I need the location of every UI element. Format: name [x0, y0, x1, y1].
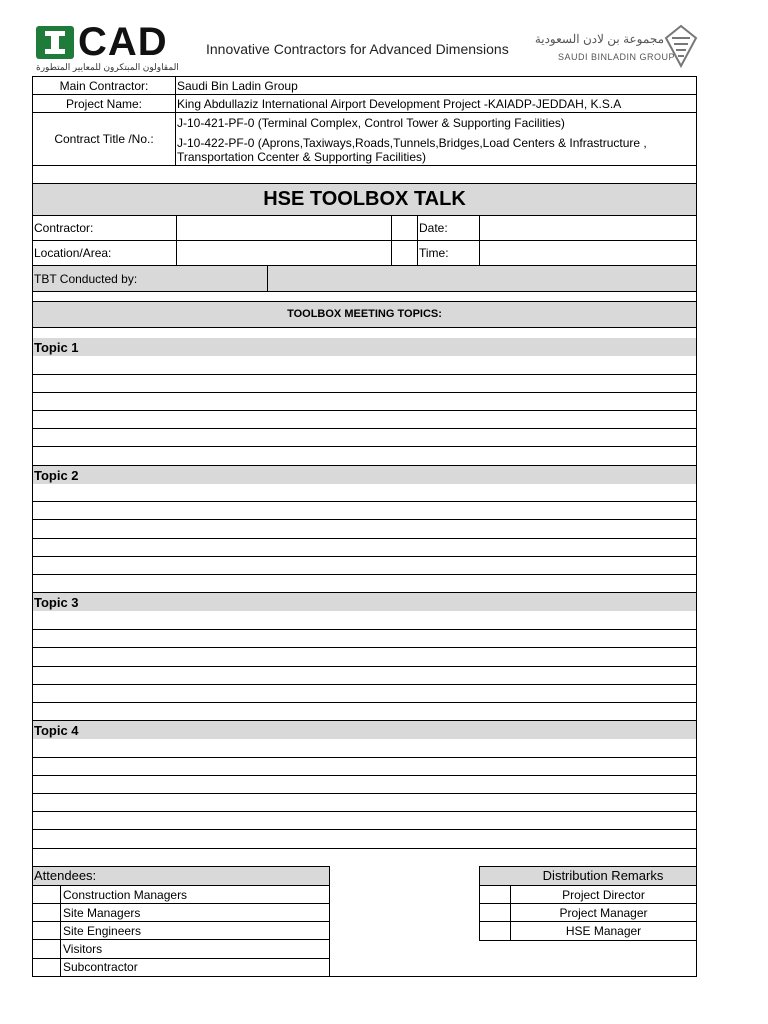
attendee-item: Site Engineers: [63, 924, 142, 938]
main-contractor-label: Main Contractor:: [59, 79, 149, 93]
distribution-item: Project Manager: [559, 906, 648, 920]
sbg-logo-emblem: [664, 24, 698, 68]
distribution-checkbox[interactable]: [480, 922, 510, 940]
date-field[interactable]: [480, 216, 696, 240]
contract-title-label: Contract Title /No.:: [54, 132, 154, 146]
attendee-item: Construction Managers: [63, 888, 188, 902]
icad-logo-text: CAD: [78, 20, 168, 64]
project-name-value: King Abdullaziz International Airport Development Project -KAIADP-JEDDAH, K.S.A: [177, 97, 622, 111]
time-label: Time:: [419, 246, 449, 260]
main-contractor-value: Saudi Bin Ladin Group: [177, 79, 298, 93]
contract-line-1: J-10-421-PF-0 (Terminal Complex, Control Tower & Supporting Facilities): [177, 116, 565, 130]
time-field[interactable]: [480, 241, 696, 265]
contractor-label: Contractor:: [34, 221, 94, 235]
attendees-header: Attendees:: [34, 868, 97, 883]
date-label: Date:: [419, 221, 448, 235]
attendee-item: Visitors: [63, 942, 103, 956]
icad-logo-mark: [36, 26, 74, 59]
topic-3-label: Topic 3: [34, 595, 79, 610]
sbg-logo-arabic: مجموعة بن لادن السعودية: [534, 32, 664, 46]
topic-4-label: Topic 4: [34, 723, 79, 738]
attendee-checkbox[interactable]: [33, 886, 60, 903]
attendee-item: Subcontractor: [63, 960, 138, 974]
distribution-item: Project Director: [562, 888, 645, 902]
attendee-checkbox[interactable]: [33, 904, 60, 921]
icad-logo-arabic: المقاولون المبتكرون للمعايير المتطورة: [36, 62, 179, 72]
distribution-checkbox[interactable]: [480, 904, 510, 921]
attendee-checkbox[interactable]: [33, 922, 60, 939]
contract-line-2: J-10-422-PF-0 (Aprons,Taxiways,Roads,Tunnels,Bridges,Load Centers & Infrastructure ,: [177, 136, 647, 150]
sbg-logo-english: SAUDI BINLADIN GROUP: [558, 52, 676, 62]
attendee-checkbox[interactable]: [33, 959, 60, 976]
contract-line-3: Transportation Ccenter & Supporting Facilities): [177, 150, 426, 164]
topic-1-label: Topic 1: [34, 340, 79, 355]
attendee-checkbox[interactable]: [33, 940, 60, 958]
attendee-item: Site Managers: [63, 906, 141, 920]
project-name-label: Project Name:: [65, 97, 143, 111]
distribution-header: Distribution Remarks: [542, 868, 664, 883]
company-tagline: Innovative Contractors for Advanced Dimensions: [206, 41, 509, 57]
topic-2-label: Topic 2: [34, 468, 79, 483]
topics-header: TOOLBOX MEETING TOPICS:: [287, 308, 442, 320]
distribution-checkbox[interactable]: [480, 886, 510, 903]
contractor-field[interactable]: [177, 216, 391, 240]
location-field[interactable]: [177, 241, 391, 265]
conducted-by-field[interactable]: [268, 266, 696, 291]
conducted-by-label: TBT Conducted by:: [34, 272, 138, 286]
form-title: HSE TOOLBOX TALK: [263, 188, 466, 210]
location-label: Location/Area:: [34, 246, 112, 260]
distribution-item: HSE Manager: [565, 924, 642, 938]
